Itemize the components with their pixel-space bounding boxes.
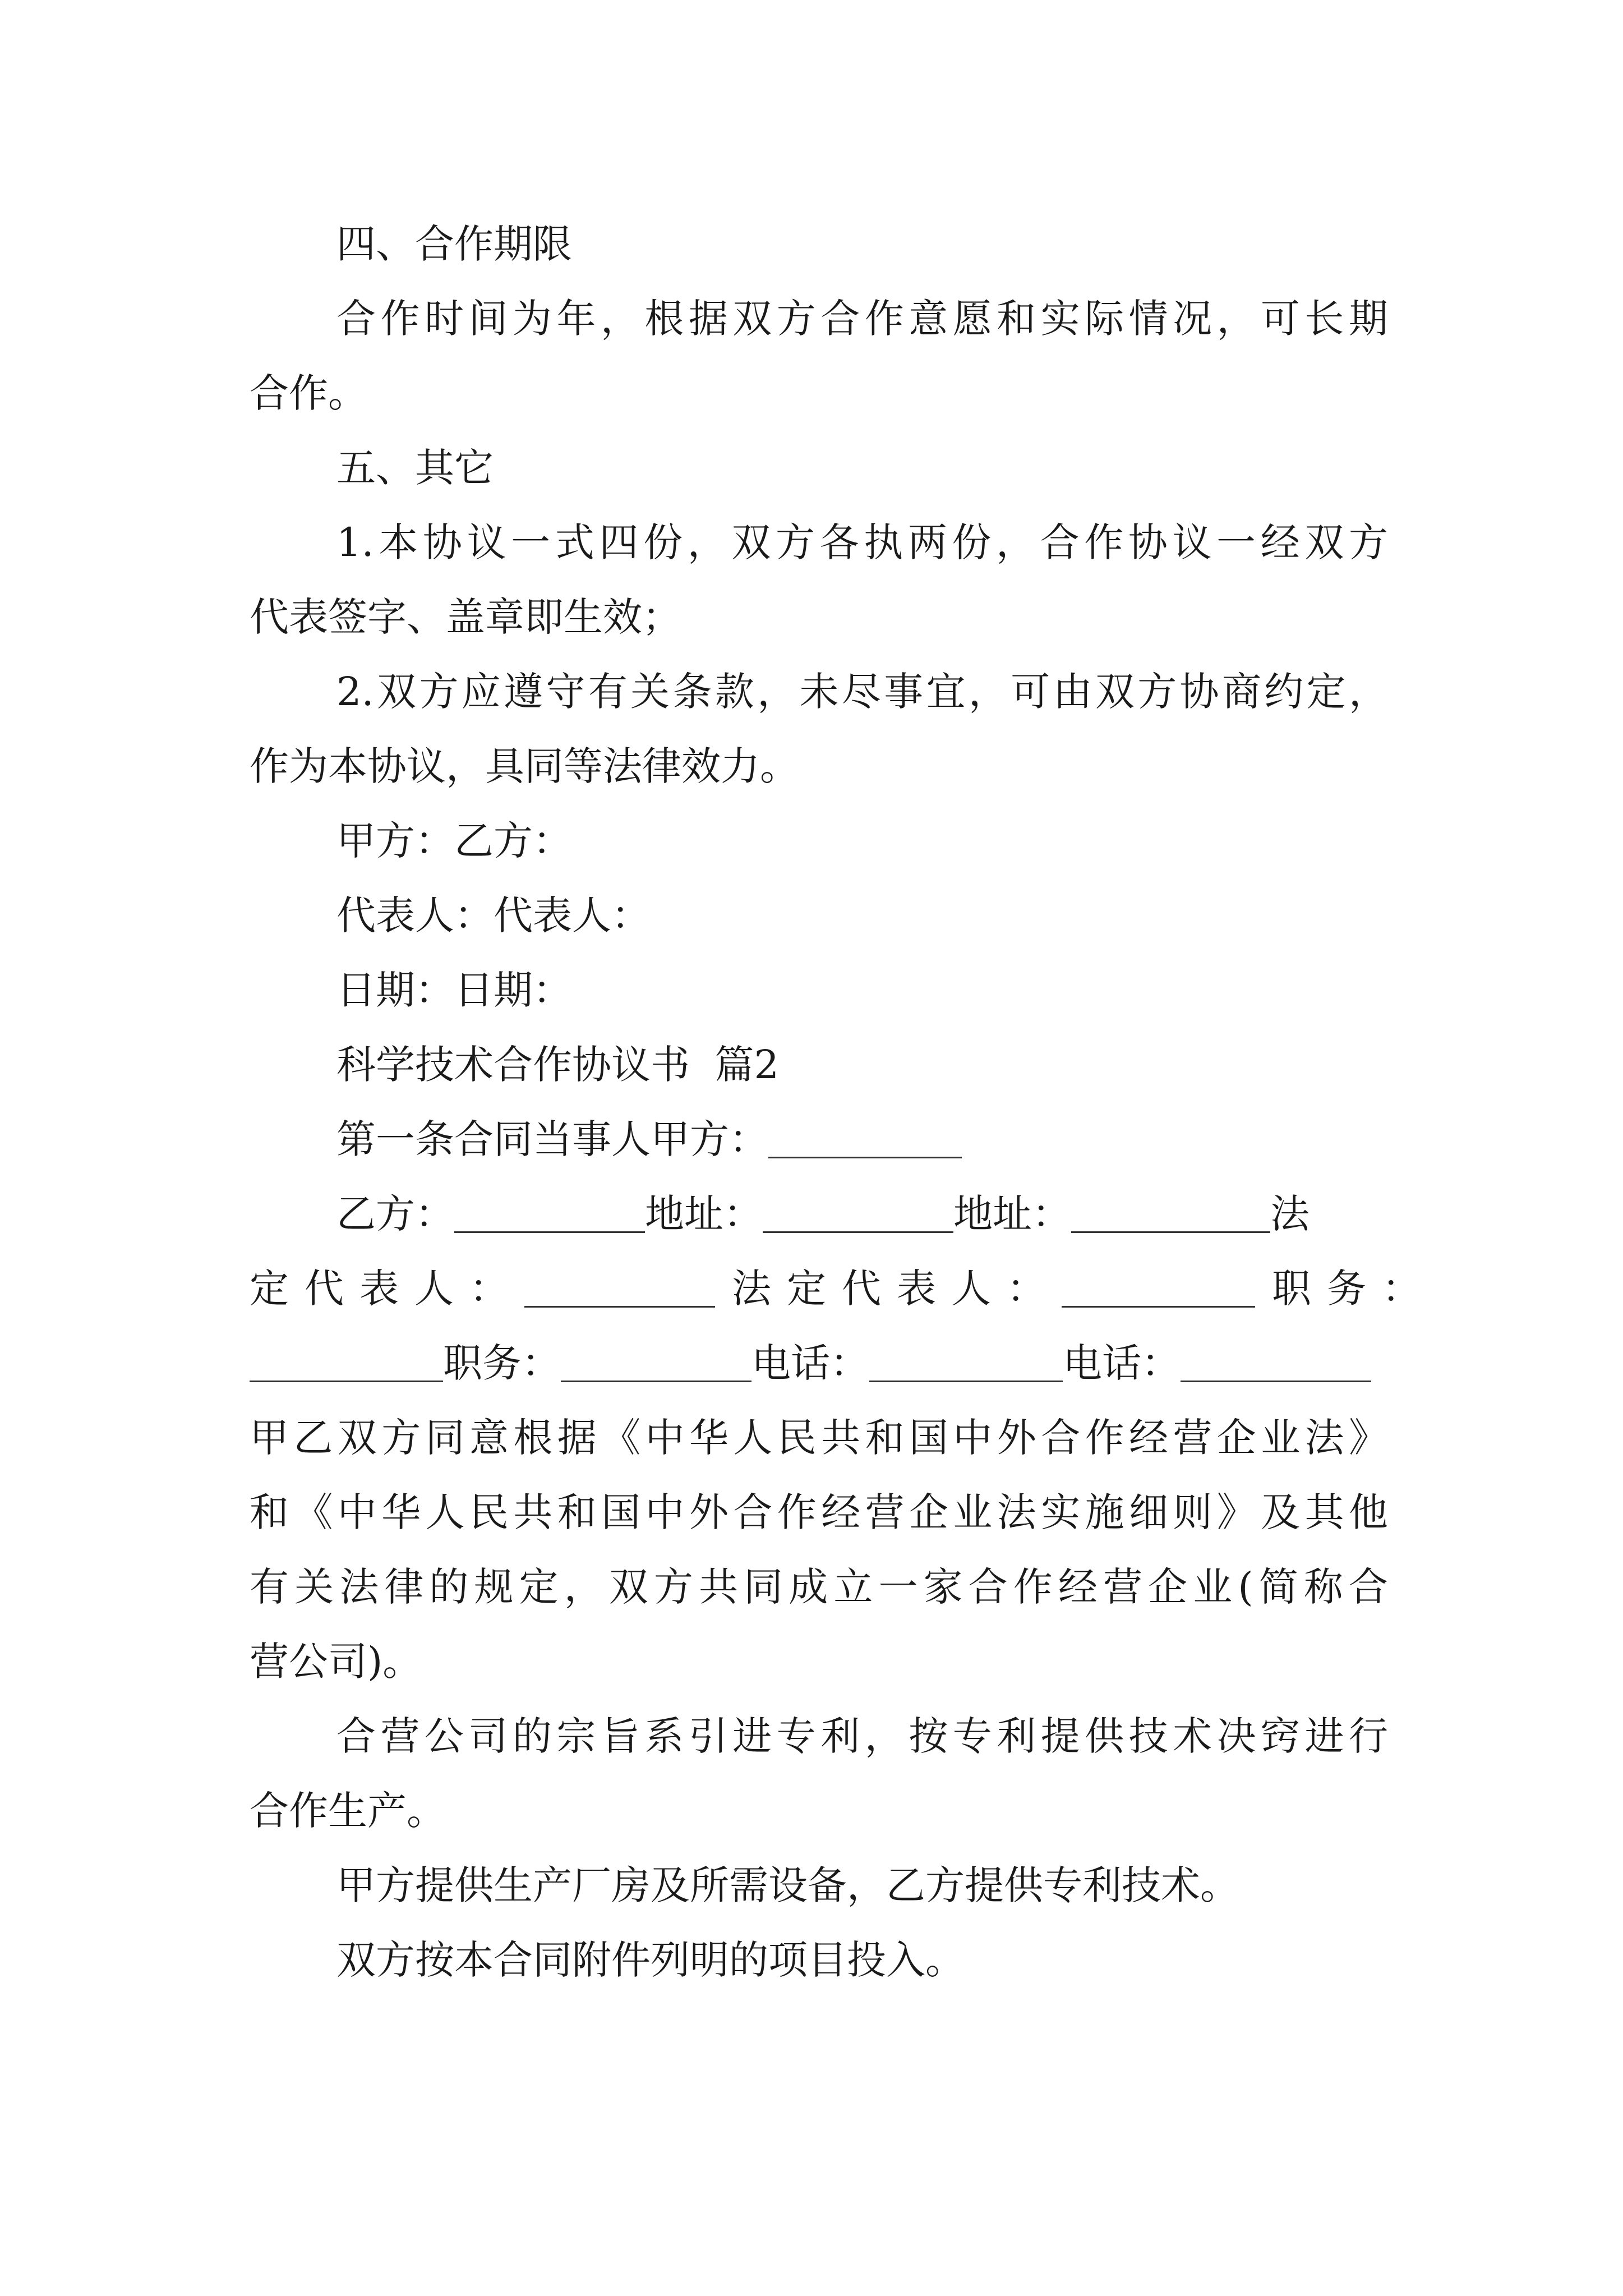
label-position: 职务： — [1272, 1266, 1437, 1312]
contract-fields-line — [250, 1329, 1388, 1397]
blank-field — [768, 1117, 962, 1158]
contract-fields-line — [336, 1180, 1388, 1248]
paragraph-line: 2.双方应遵守有关条款，未尽事宜，可由双方协商约定， — [336, 669, 1388, 715]
blank-field — [1062, 1267, 1255, 1308]
blank-field — [250, 1341, 443, 1382]
contract-party-line — [336, 1106, 1388, 1173]
label-position: 职务： — [443, 1340, 561, 1386]
signature-date-line: 日期：日期： — [336, 967, 572, 1013]
label-party-b: 乙方： — [336, 1191, 454, 1237]
label-phone: 电话： — [751, 1340, 869, 1386]
paragraph-line: 合作时间为年，根据双方合作意愿和实际情况，可长期 — [336, 296, 1388, 342]
paragraph-line: 营公司)。 — [250, 1639, 422, 1685]
paragraph-line: 甲方提供生产厂房及所需设备，乙方提供专利技术。 — [336, 1862, 1239, 1908]
label-phone: 电话： — [1063, 1340, 1181, 1386]
paragraph-line: 和《中华人民共和国中外合作经营企业法实施细则》及其他 — [250, 1489, 1388, 1535]
paragraph-line: 甲乙双方同意根据《中华人民共和国中外合作经营企业法》 — [250, 1415, 1388, 1461]
paragraph-line: 代表签字、盖章即生效； — [250, 594, 681, 640]
blank-field — [1071, 1192, 1270, 1233]
paragraph-line: 合作。 — [250, 370, 367, 416]
paragraph-line: 合营公司的宗旨系引进专利，按专利提供技术决窍进行 — [336, 1713, 1388, 1759]
blank-field — [561, 1341, 751, 1382]
label-address: 地址： — [645, 1191, 763, 1237]
paragraph-line: 双方按本合同附件列明的项目投入。 — [336, 1937, 965, 1983]
label-party-a: 第一条合同当事人甲方： — [336, 1116, 768, 1162]
paragraph-line: 合作生产。 — [250, 1788, 446, 1834]
section-heading-other: 五、其它 — [336, 445, 494, 491]
article-title: 科学技术合作协议书 篇2 — [336, 1042, 780, 1088]
label-legal-fragment: 法 — [1270, 1191, 1310, 1237]
contract-fields-line — [250, 1255, 1437, 1322]
label-legal-rep: 法定代表人： — [732, 1266, 1062, 1312]
paragraph-line: 有关法律的规定，双方共同成立一家合作经营企业(简称合 — [250, 1564, 1388, 1610]
label-legal-rep: 定代表人： — [250, 1266, 524, 1312]
paragraph-line: 作为本协议，具同等法律效力。 — [250, 743, 799, 789]
signature-representative-line: 代表人：代表人： — [336, 892, 651, 938]
blank-field — [1181, 1341, 1371, 1382]
signature-party-line: 甲方：乙方： — [336, 818, 572, 864]
blank-field — [763, 1192, 953, 1233]
blank-field — [524, 1267, 715, 1308]
blank-field — [869, 1341, 1063, 1382]
label-address: 地址： — [953, 1191, 1071, 1237]
blank-field — [454, 1192, 645, 1233]
section-heading-term: 四、合作期限 — [336, 221, 572, 267]
paragraph-line: 1.本协议一式四份，双方各执两份，合作协议一经双方 — [336, 519, 1388, 565]
